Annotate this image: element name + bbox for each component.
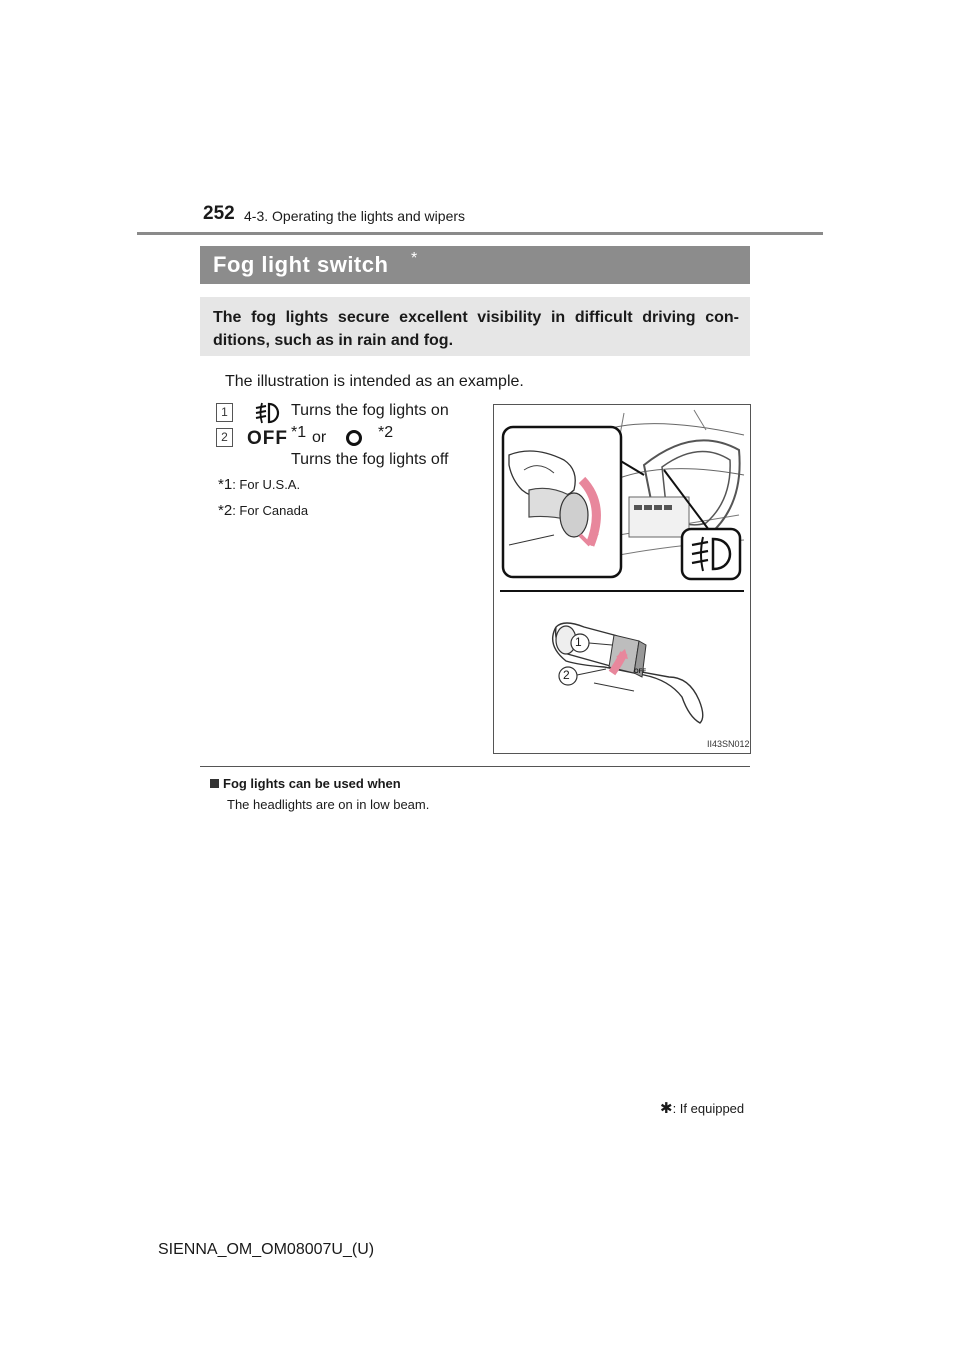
usa-mark	[291, 424, 306, 442]
canada-mark-text: *2	[378, 424, 394, 441]
lever-off-label: OFF	[634, 669, 646, 675]
item-number-2: 2	[216, 428, 233, 447]
footnote-usa	[218, 476, 300, 493]
page-number: 252	[203, 203, 235, 224]
fog-light-icon	[254, 402, 280, 424]
callout-1: 1	[575, 635, 582, 649]
footnote-usa-text: : For U.S.A.	[232, 477, 301, 492]
chapter-title: 4-3. Operating the lights and wipers	[244, 208, 466, 224]
or-text: or	[312, 429, 327, 446]
fog-switch-illustration	[493, 404, 751, 754]
notes-divider	[200, 766, 750, 767]
notes-heading	[210, 776, 401, 791]
if-equipped-mark: *	[411, 250, 418, 267]
illustration-note: The illustration is intended as an example.	[225, 373, 524, 390]
footer-code: SIENNA_OM_OM08007U_(U)	[158, 1241, 375, 1258]
square-bullet-icon	[210, 779, 219, 788]
if-equipped-note	[660, 1099, 744, 1117]
notes-body: The headlights are on in low beam.	[227, 797, 430, 812]
illustration-drawing	[494, 405, 750, 753]
section-title: Fog light switch	[213, 252, 389, 277]
callout-2: 2	[563, 668, 570, 682]
item-number-1: 1	[216, 403, 233, 422]
if-equipped-text: : If equipped	[672, 1101, 745, 1116]
notes-heading-text: Fog lights can be used when	[223, 776, 401, 791]
asterisk-icon: ✱	[660, 1100, 673, 1117]
circle-off-icon	[345, 429, 363, 447]
header-divider	[137, 232, 823, 235]
canada-mark	[378, 424, 393, 442]
usa-mark-text: *1	[291, 424, 307, 441]
footnote-canada	[218, 502, 308, 519]
footnote-canada-mark: *2	[218, 502, 233, 519]
intro-text: The fog lights secure excellent visibility in difficult driving con-ditions, such as in rain and fog.	[213, 309, 739, 349]
figure-code: II43SN012	[707, 739, 750, 749]
item-2-text: Turns the fog lights off	[291, 451, 449, 468]
footnote-canada-text: : For Canada	[232, 503, 309, 518]
item-1-text: Turns the fog lights on	[291, 402, 449, 419]
footnote-usa-mark: *1	[218, 476, 233, 493]
off-symbol-usa: OFF	[247, 428, 288, 449]
